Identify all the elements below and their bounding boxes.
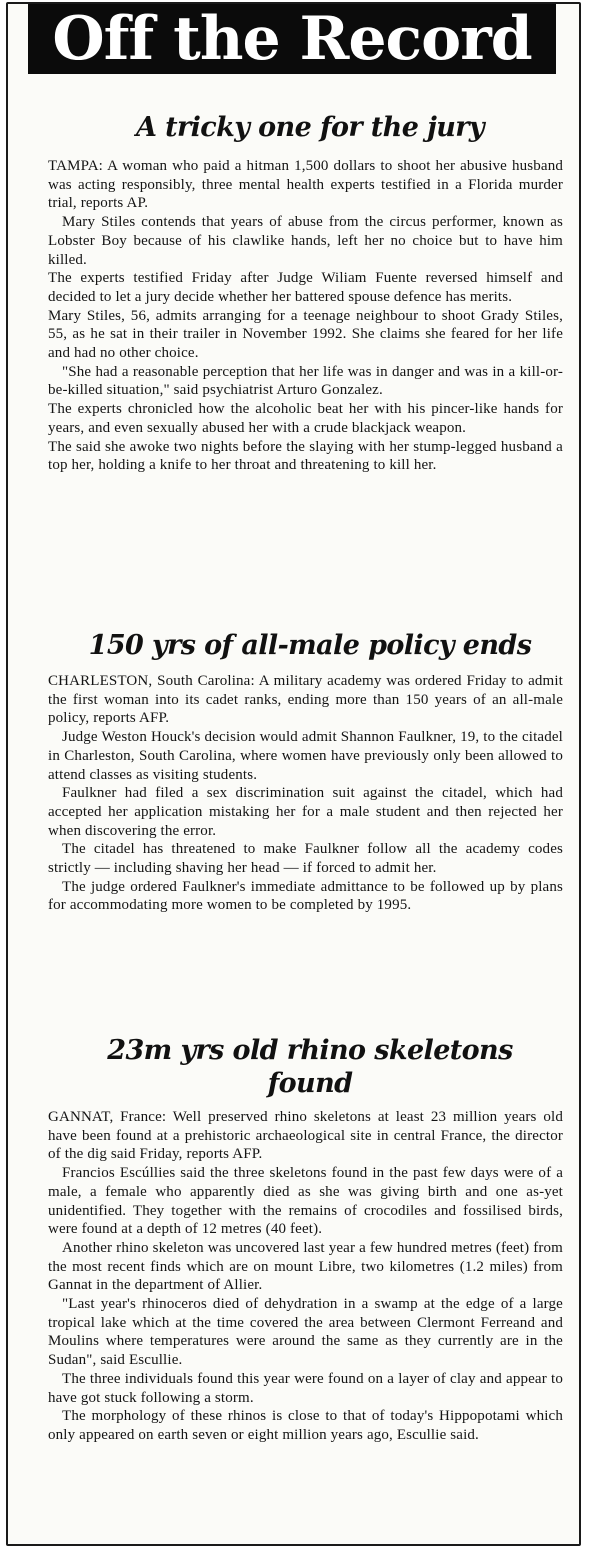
- article-paragraph: The morphology of these rhinos is close to that of today's Hippopotami which only appeared on earth seven or eight million years ago, Escullie said.: [48, 1408, 563, 1443]
- article-headline-jury: A tricky one for the jury: [136, 112, 484, 143]
- article-paragraph: The experts testified Friday after Judge Wiliam Fuente reversed himself and decided to let a jury decide whether her battered spouse defence has merits.: [48, 270, 563, 305]
- article-paragraph: The citadel has threatened to make Faulkner follow all the academy codes strictly — including shaving her head — if forced to admit her.: [48, 841, 563, 877]
- article-paragraph: Mary Stiles contends that years of abuse from the circus performer, known as Lobster Boy because of his clawlike hands, left her no choice but to have him killed.: [48, 214, 563, 268]
- article-rhino: [48, 1108, 563, 1445]
- article-headline-citadel: 150 yrs of all-male policy ends: [88, 630, 532, 661]
- article-headline-rhino-line2: found: [267, 1068, 353, 1099]
- article-paragraph: Faulkner had filed a sex discrimination suit against the citadel, which had accepted her application mistaking her for a male student and then rejected her when discovering the error.: [48, 785, 563, 839]
- article-paragraph: The judge ordered Faulkner's immediate admittance to be followed up by plans for accommodating more women to be completed by 1995.: [48, 878, 563, 914]
- article-paragraph: GANNAT, France: Well preserved rhino skeletons at least 23 million years old have been found at a prehistoric archaeological site in central France, the director of the dig said Friday, reports AFP.: [48, 1109, 563, 1163]
- article-paragraph: Another rhino skeleton was uncovered last year a few hundred metres (feet) from the most recent finds which are on mount Libre, two kilometres (1.2 miles) from Gannat in the department of Allier.: [48, 1239, 563, 1294]
- article-paragraph: CHARLESTON, South Carolina: A military academy was ordered Friday to admit the first woman into its cadet ranks, ending more than 150 years of an all-male policy, reports AFP.: [48, 673, 563, 727]
- article-citadel: [48, 672, 563, 915]
- article-jury: [48, 157, 563, 475]
- article-paragraph: The three individuals found this year were found on a layer of clay and appear to have got stuck following a storm.: [48, 1370, 563, 1406]
- article-paragraph: The experts chronicled how the alcoholic beat her with his pincer-like hands for years, and even sexually abused her with a crude blackjack weapon.: [48, 401, 563, 436]
- article-headline-rhino-line1: 23m yrs old rhino skeletons: [107, 1035, 513, 1066]
- article-paragraph: Mary Stiles, 56, admits arranging for a teenage neighbour to shoot Grady Stiles, 55, as he sat in their trailer in November 1992. She claims she feared for her life and had no other choice.: [48, 307, 563, 362]
- article-paragraph: The said she awoke two nights before the slaying with her stump-legged husband a top her, holding a knife to her throat and threatening to kill her.: [48, 438, 563, 474]
- article-paragraph: Judge Weston Houck's decision would admit Shannon Faulkner, 19, to the citadel in Charleston, South Carolina, where women have previously only been allowed to attend classes as visiting students.: [48, 729, 563, 783]
- column-title: Off the Record: [28, 4, 556, 74]
- article-paragraph: Francios Escúllies said the three skeletons found in the past few days were of a male, a female who apparently died as she was giving birth and one as-yet unidentified. They together with the remains of crocodiles and fossilised birds, were found at a depth of 12 metres (40 feet).: [48, 1165, 563, 1238]
- article-paragraph: TAMPA: A woman who paid a hitman 1,500 dollars to shoot her abusive husband was acting responsibly, three mental health experts testified in a Florida murder trial, reports AP.: [48, 158, 563, 212]
- article-paragraph: "She had a reasonable perception that her life was in danger and was in a kill-or-be-killed situation," said psychiatrist Arturo Gonzalez.: [48, 363, 563, 399]
- article-paragraph: "Last year's rhinoceros died of dehydration in a swamp at the edge of a large tropical lake which at the time covered the area between Clermont Ferreand and Moulins where temperatures were around the same as they currently are in the Sudan", said Escullie.: [48, 1296, 563, 1369]
